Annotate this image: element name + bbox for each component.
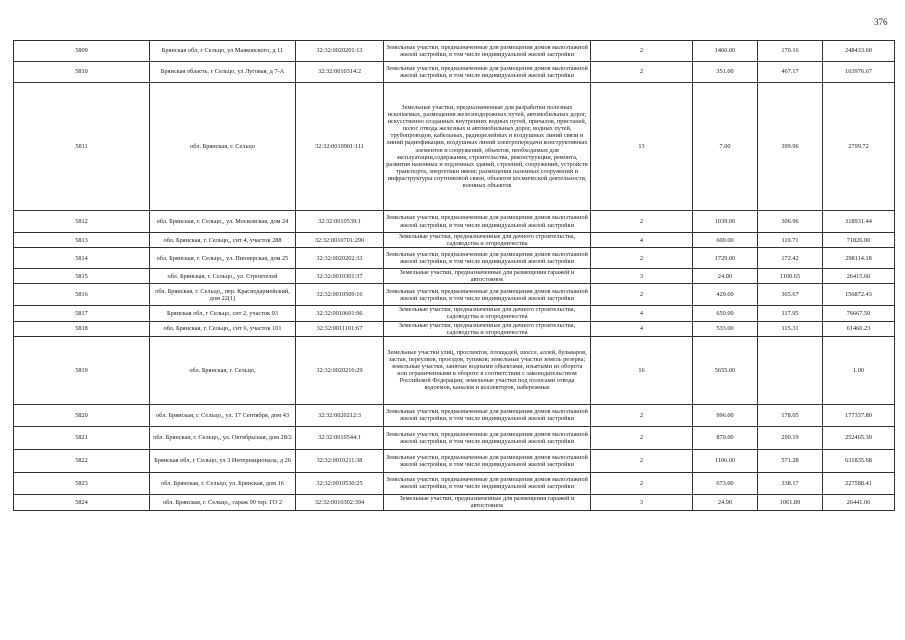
cadastral-value-cell: 298114.18 xyxy=(823,248,895,269)
land-use-cell: Земельные участки, предназначенные для дачного строительства, садоводства и огородничества xyxy=(384,233,591,248)
land-cadastral-table xyxy=(13,40,895,511)
area-cell: 1106.00 xyxy=(693,449,758,472)
cadastral-value-cell: 26415.60 xyxy=(823,269,895,284)
table-row xyxy=(14,248,895,269)
row-number: 5823 xyxy=(14,472,150,494)
address-cell: обл. Брянская, г. Сельцо,, ул. Пионерская, дом 25 xyxy=(150,248,296,269)
cadastral-value-cell: 26441.06 xyxy=(823,494,895,510)
cadastral-rate-cell: 172.42 xyxy=(758,248,823,269)
cadastral-value-cell: 163976.67 xyxy=(823,62,895,83)
use-group-cell: 2 xyxy=(591,284,693,306)
row-number: 5815 xyxy=(14,269,150,284)
area-cell: 650.00 xyxy=(693,306,758,321)
page-number: 376 xyxy=(874,17,888,27)
cadastral-value-cell: 2799.72 xyxy=(823,83,895,211)
address-cell: обл. Брянская, г. Сельцо,, ул. 17 Сентября, дом 43 xyxy=(150,404,296,426)
land-use-cell: Земельные участки, предназначенные для размещения домов малоэтажной жилой застройки, в том числе индивидуальной жилой застройки xyxy=(384,472,591,494)
use-group-cell: 3 xyxy=(591,494,693,510)
cadastral-value-cell: 252465.30 xyxy=(823,426,895,449)
cadastral-number-cell: 32:32:0010301:37 xyxy=(296,269,384,284)
table-row xyxy=(14,233,895,248)
row-number: 5810 xyxy=(14,62,150,83)
land-use-cell: Земельные участки, предназначенные для размещения домов малоэтажной жилой застройки, в том числе индивидуальной жилой застройки xyxy=(384,41,591,62)
table-row xyxy=(14,449,895,472)
table-row xyxy=(14,321,895,336)
use-group-cell: 16 xyxy=(591,336,693,404)
use-group-cell: 2 xyxy=(591,248,693,269)
address-cell: обл. Брянская, г. Сельцо,, ул. Октябрьская, дом 28/2 xyxy=(150,426,296,449)
row-number: 5818 xyxy=(14,321,150,336)
cadastral-rate-cell: 119.71 xyxy=(758,233,823,248)
area-cell: 1039.00 xyxy=(693,211,758,233)
table-row xyxy=(14,306,895,321)
use-group-cell: 2 xyxy=(591,426,693,449)
row-number: 5820 xyxy=(14,404,150,426)
table-row xyxy=(14,336,895,404)
land-use-cell: Земельные участки, предназначенные для размещения гаражей и автостоянок xyxy=(384,269,591,284)
cadastral-number-cell: 32:32:0010314:2 xyxy=(296,62,384,83)
cadastral-value-cell: 76667.50 xyxy=(823,306,895,321)
use-group-cell: 4 xyxy=(591,306,693,321)
cadastral-number-cell: 32:32:0020201:13 xyxy=(296,41,384,62)
cadastral-rate-cell: 338.17 xyxy=(758,472,823,494)
area-cell: 429.00 xyxy=(693,284,758,306)
area-cell: 1460.00 xyxy=(693,41,758,62)
cadastral-value-cell: 71826.00 xyxy=(823,233,895,248)
row-number: 5814 xyxy=(14,248,150,269)
area-cell: 7.00 xyxy=(693,83,758,211)
table-row xyxy=(14,494,895,510)
row-number: 5812 xyxy=(14,211,150,233)
address-cell: обл. Брянская, г. Сельцо, xyxy=(150,336,296,404)
address-cell: обл. Брянская, г. Сельцо,, снт 4, участок 288 xyxy=(150,233,296,248)
cadastral-number-cell: 32:32:0010601:96 xyxy=(296,306,384,321)
table-row xyxy=(14,472,895,494)
use-group-cell: 2 xyxy=(591,404,693,426)
cadastral-value-cell: 177337.80 xyxy=(823,404,895,426)
cadastral-number-cell: 32:32:0010302:394 xyxy=(296,494,384,510)
table-row xyxy=(14,284,895,306)
cadastral-rate-cell: 170.16 xyxy=(758,41,823,62)
land-use-cell: Земельные участки, предназначенные для размещения домов малоэтажной жилой застройки, в том числе индивидуальной жилой застройки xyxy=(384,426,591,449)
use-group-cell: 2 xyxy=(591,472,693,494)
cadastral-rate-cell: 1100.65 xyxy=(758,269,823,284)
area-cell: 673.00 xyxy=(693,472,758,494)
land-use-cell: Земельные участки, предназначенные для размещения гаражей и автостоянок xyxy=(384,494,591,510)
table-row xyxy=(14,62,895,83)
area-cell: 870.00 xyxy=(693,426,758,449)
cadastral-rate-cell: 306.96 xyxy=(758,211,823,233)
cadastral-value-cell: 248433.60 xyxy=(823,41,895,62)
row-number: 5813 xyxy=(14,233,150,248)
cadastral-number-cell: 32:32:0010701:290 xyxy=(296,233,384,248)
land-use-cell: Земельные участки, предназначенные для размещения домов малоэтажной жилой застройки, в том числе индивидуальной жилой застройки xyxy=(384,248,591,269)
address-cell: обл. Брянская, г. Сельцо xyxy=(150,83,296,211)
area-cell: 351.00 xyxy=(693,62,758,83)
area-cell: 24.90 xyxy=(693,494,758,510)
row-number: 5809 xyxy=(14,41,150,62)
cadastral-value-cell: 1.00 xyxy=(823,336,895,404)
cadastral-rate-cell: 115.31 xyxy=(758,321,823,336)
use-group-cell: 2 xyxy=(591,449,693,472)
land-use-cell: Земельные участки, предназначенные для дачного строительства, садоводства и огородничества xyxy=(384,321,591,336)
row-number: 5811 xyxy=(14,83,150,211)
table-row xyxy=(14,269,895,284)
cadastral-rate-cell: 399.96 xyxy=(758,83,823,211)
cadastral-rate-cell: 290.19 xyxy=(758,426,823,449)
row-number: 5824 xyxy=(14,494,150,510)
address-cell: обл. Брянская, г. Сельцо,, гараж 90 тер. ГО 2 xyxy=(150,494,296,510)
address-cell: Брянская обл, г Сельцо, ул 3 Интернационала, д 26 xyxy=(150,449,296,472)
cadastral-number-cell: 32:32:0020212:3 xyxy=(296,404,384,426)
cadastral-number-cell: 32:32:0020216:29 xyxy=(296,336,384,404)
cadastral-value-cell: 631835.68 xyxy=(823,449,895,472)
table-row xyxy=(14,211,895,233)
address-cell: обл. Брянская, г. Сельцо,, ул. Московская, дом 24 xyxy=(150,211,296,233)
cadastral-rate-cell xyxy=(758,336,823,404)
cadastral-number-cell: 32:32:0010509:16 xyxy=(296,284,384,306)
row-number: 5821 xyxy=(14,426,150,449)
row-number: 5819 xyxy=(14,336,150,404)
land-use-cell: Земельные участки, предназначенные для разработки полезных ископаемых, размещения железнодорожных путей, автомобильных дорог, искусственно созданных внутренних водных путей, причалов, пристаней, полос отвода железных и автомобильных дорог, водных путей, трубопроводов, кабельных, радиорелейных и воздушных линий связи и линий радиофикации, воздушных линий электропередачи конструктивных элементов и сооружений, объектов, необходимых для эксплуатации,содержания, строительства, реконструкции, ремонта, развития наземных и подземных зданий, строений, сооружений, устройств транспорта, энергетики ивязи; размещения наземных сооружений и инфраструктуры спутниковой связи, объектов космической деятельности, военных объектов xyxy=(384,83,591,211)
area-cell: 1729.00 xyxy=(693,248,758,269)
use-group-cell: 3 xyxy=(591,269,693,284)
area-cell: 5655.00 xyxy=(693,336,758,404)
cadastral-value-cell: 61460.23 xyxy=(823,321,895,336)
cadastral-rate-cell: 178.05 xyxy=(758,404,823,426)
address-cell: обл. Брянская, г. Сельцо,, ул. Строителей xyxy=(150,269,296,284)
cadastral-rate-cell: 1061.89 xyxy=(758,494,823,510)
use-group-cell: 2 xyxy=(591,62,693,83)
cadastral-number-cell: 32:32:0011101:67 xyxy=(296,321,384,336)
use-group-cell: 13 xyxy=(591,83,693,211)
land-use-cell: Земельные участки, предназначенные для размещения домов малоэтажной жилой застройки, в том числе индивидуальной жилой застройки xyxy=(384,404,591,426)
address-cell: обл. Брянская, г. Сельцо, ул. Брянская, дом 16 xyxy=(150,472,296,494)
address-cell: Брянская обл, г Сельцо, ул Маяковского, д 11 xyxy=(150,41,296,62)
row-number: 5817 xyxy=(14,306,150,321)
cadastral-number-cell: 32:32:0010539:1 xyxy=(296,211,384,233)
cadastral-value-cell: 318931.44 xyxy=(823,211,895,233)
land-use-cell: Земельные участки, предназначенные для размещения домов малоэтажной жилой застройки, в том числе индивидуальной жилой застройки xyxy=(384,62,591,83)
land-use-cell: Земельные участки, предназначенные для дачного строительства, садоводства и огородничества xyxy=(384,306,591,321)
area-cell: 600.00 xyxy=(693,233,758,248)
table-row xyxy=(14,404,895,426)
cadastral-number-cell: 32:32:0010211:38 xyxy=(296,449,384,472)
cadastral-number-cell: 32:32:0010901:111 xyxy=(296,83,384,211)
cadastral-rate-cell: 467.17 xyxy=(758,62,823,83)
address-cell: Брянская область, г Сельцо, ул Луговая, д 7-А xyxy=(150,62,296,83)
use-group-cell: 2 xyxy=(591,41,693,62)
table-row xyxy=(14,83,895,211)
land-use-cell: Земельные участки, предназначенные для размещения домов малоэтажной жилой застройки, в том числе индивидуальной жилой застройки xyxy=(384,449,591,472)
table-row xyxy=(14,41,895,62)
row-number: 5822 xyxy=(14,449,150,472)
area-cell: 996.00 xyxy=(693,404,758,426)
cadastral-number-cell: 32:32:0010544:1 xyxy=(296,426,384,449)
land-use-cell: Земельные участки улиц, проспектов, площадей, шоссе, аллей, бульваров, застав, переулков, проездов, тупиков; земельные участки земель резерва; земельные участки, занятые водными объектами, изъятыми из оборота или ограниченными в обороте в соответствии с законодательством Российской Федерации; земельные участки под полосами отвода водоемов, каналов и коллекторов, набережные xyxy=(384,336,591,404)
cadastral-rate-cell: 365.67 xyxy=(758,284,823,306)
use-group-cell: 4 xyxy=(591,321,693,336)
area-cell: 24.00 xyxy=(693,269,758,284)
address-cell: Брянская обл, г Сельцо, снт 2, участок 93 xyxy=(150,306,296,321)
address-cell: обл. Брянская, г. Сельцо,, пер. Краснодармейский, дом 22(1) xyxy=(150,284,296,306)
use-group-cell: 2 xyxy=(591,211,693,233)
cadastral-value-cell: 156872.43 xyxy=(823,284,895,306)
row-number: 5816 xyxy=(14,284,150,306)
cadastral-number-cell: 32:32:0020202:33 xyxy=(296,248,384,269)
cadastral-rate-cell: 571.28 xyxy=(758,449,823,472)
area-cell: 533.00 xyxy=(693,321,758,336)
use-group-cell: 4 xyxy=(591,233,693,248)
cadastral-value-cell: 227588.41 xyxy=(823,472,895,494)
land-use-cell: Земельные участки, предназначенные для размещения домов малоэтажной жилой застройки, в том числе индивидуальной жилой застройки xyxy=(384,284,591,306)
cadastral-rate-cell: 117.95 xyxy=(758,306,823,321)
address-cell: обл. Брянская, г. Сельцо,, снт 6, участок 101 xyxy=(150,321,296,336)
land-use-cell: Земельные участки, предназначенные для размещения домов малоэтажной жилой застройки, в том числе индивидуальной жилой застройки xyxy=(384,211,591,233)
table-row xyxy=(14,426,895,449)
cadastral-number-cell: 32:32:0010530:25 xyxy=(296,472,384,494)
